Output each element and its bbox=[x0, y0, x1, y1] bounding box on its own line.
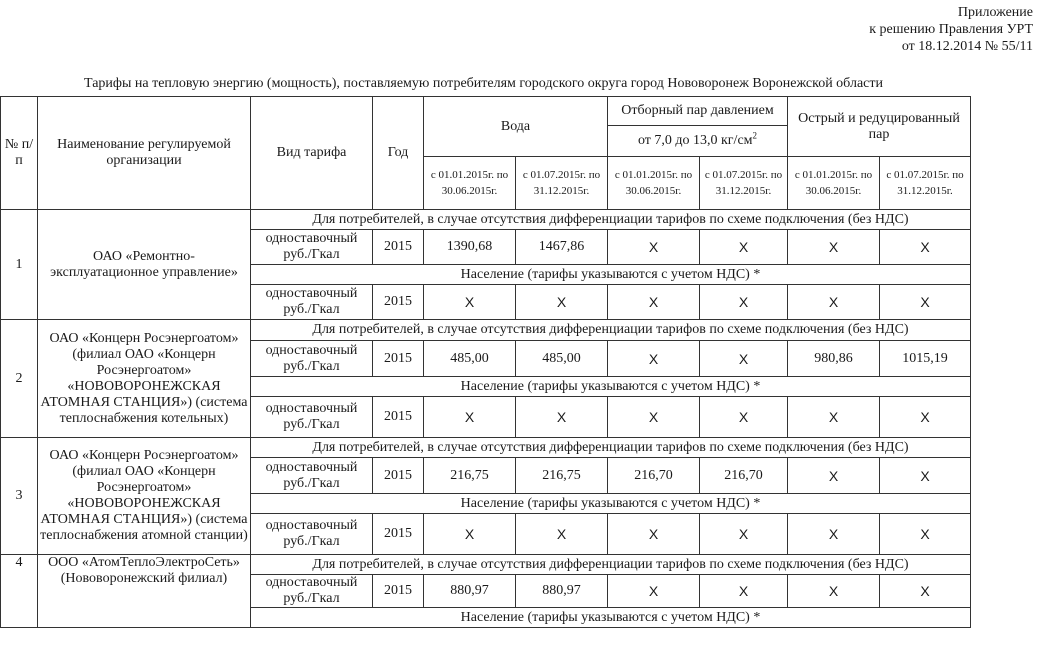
value-cell: 980,86 bbox=[788, 341, 880, 377]
org-name: ООО «АтомТеплоЭлектроСеть» (Нововоронежский филиал) bbox=[38, 555, 251, 628]
header-period-water-2: с 01.07.2015г. по 31.12.2015г. bbox=[516, 157, 608, 210]
value-cell: X bbox=[788, 285, 880, 320]
row-num: 2 bbox=[1, 320, 38, 438]
value-cell: 216,75 bbox=[424, 458, 516, 494]
year: 2015 bbox=[373, 458, 424, 494]
steam-pressure-sup: 2 bbox=[752, 130, 758, 141]
header-num: № п/п bbox=[1, 97, 38, 210]
consumers-label: Для потребителей, в случае отсутствия дифференциации тарифов по схеме подключения (без НДС) bbox=[251, 438, 971, 458]
tariff-type: одноставочный руб./Гкал bbox=[251, 230, 373, 265]
value-cell: 880,97 bbox=[424, 575, 516, 608]
table-row bbox=[1, 210, 971, 230]
tariff-type: одноставочный руб./Гкал bbox=[251, 514, 373, 555]
header-period-sharp-1: с 01.01.2015г. по 30.06.2015г. bbox=[788, 157, 880, 210]
org-name: ОАО «Ремонтно-эксплуатационное управление» bbox=[38, 210, 251, 320]
appendix-line-2: к решению Правления УРТ bbox=[869, 22, 1033, 37]
appendix-line-3: от 18.12.2014 № 55/11 bbox=[901, 39, 1033, 54]
tariff-type: одноставочный руб./Гкал bbox=[251, 341, 373, 377]
value-cell: 216,70 bbox=[700, 458, 788, 494]
value-cell: 1390,68 bbox=[424, 230, 516, 265]
header-year: Год bbox=[373, 97, 424, 210]
year: 2015 bbox=[373, 230, 424, 265]
year: 2015 bbox=[373, 514, 424, 555]
value-cell: X bbox=[516, 514, 608, 555]
value-cell: X bbox=[700, 514, 788, 555]
header-steam-sharp: Острый и редуцированный пар bbox=[788, 97, 971, 157]
header-water: Вода bbox=[424, 97, 608, 157]
consumers-label: Для потребителей, в случае отсутствия дифференциации тарифов по схеме подключения (без НДС) bbox=[251, 320, 971, 341]
population-label: Население (тарифы указываются с учетом НДС) * bbox=[251, 377, 971, 397]
value-cell: 485,00 bbox=[516, 341, 608, 377]
population-label: Население (тарифы указываются с учетом НДС) * bbox=[251, 494, 971, 514]
value-cell: X bbox=[880, 230, 971, 265]
document-title: Тарифы на тепловую энергию (мощность), поставляемую потребителям городского округа город Нововоронеж Воронежской области bbox=[84, 76, 883, 91]
header-steam-selected: Отборный пар давлением bbox=[608, 97, 788, 126]
value-cell: X bbox=[880, 458, 971, 494]
value-cell: 1015,19 bbox=[880, 341, 971, 377]
header-tariff-type: Вид тарифа bbox=[251, 97, 373, 210]
value-cell: X bbox=[608, 397, 700, 438]
table-row bbox=[1, 555, 971, 575]
value-cell: X bbox=[608, 514, 700, 555]
value-cell: X bbox=[700, 230, 788, 265]
value-cell: 216,70 bbox=[608, 458, 700, 494]
value-cell: X bbox=[880, 397, 971, 438]
tariff-table bbox=[0, 96, 971, 628]
value-cell: X bbox=[424, 285, 516, 320]
value-cell: X bbox=[608, 341, 700, 377]
value-cell: X bbox=[880, 514, 971, 555]
header-org: Наименование регулируемой организации bbox=[38, 97, 251, 210]
steam-pressure-text: от 7,0 до 13,0 кг/см bbox=[637, 133, 753, 148]
value-cell: X bbox=[516, 397, 608, 438]
header-period-water-1: с 01.01.2015г. по 30.06.2015г. bbox=[424, 157, 516, 210]
value-cell: X bbox=[788, 458, 880, 494]
header-period-steam-2: с 01.07.2015г. по 31.12.2015г. bbox=[700, 157, 788, 210]
row-num: 3 bbox=[1, 438, 38, 555]
value-cell: X bbox=[880, 575, 971, 608]
population-label: Население (тарифы указываются с учетом НДС) * bbox=[251, 265, 971, 285]
value-cell: X bbox=[516, 285, 608, 320]
value-cell: X bbox=[700, 397, 788, 438]
value-cell: X bbox=[700, 575, 788, 608]
header-steam-pressure bbox=[608, 126, 788, 157]
year: 2015 bbox=[373, 397, 424, 438]
value-cell: X bbox=[700, 341, 788, 377]
value-cell: X bbox=[608, 230, 700, 265]
value-cell: 485,00 bbox=[424, 341, 516, 377]
year: 2015 bbox=[373, 575, 424, 608]
value-cell: 1467,86 bbox=[516, 230, 608, 265]
tariff-type: одноставочный руб./Гкал bbox=[251, 285, 373, 320]
value-cell: 216,75 bbox=[516, 458, 608, 494]
population-label: Население (тарифы указываются с учетом НДС) * bbox=[251, 608, 971, 628]
value-cell: X bbox=[788, 514, 880, 555]
tariff-type: одноставочный руб./Гкал bbox=[251, 458, 373, 494]
year: 2015 bbox=[373, 285, 424, 320]
table-row bbox=[1, 438, 971, 458]
value-cell: X bbox=[700, 285, 788, 320]
value-cell: X bbox=[880, 285, 971, 320]
org-name: ОАО «Концерн Росэнергоатом» (филиал ОАО «Концерн Росэнергоатом» «НОВОВОРОНЕЖСКАЯ АТОМНАЯ СТАНЦИЯ») (система теплоснабжения атомной станции) bbox=[38, 438, 251, 555]
appendix-line-1: Приложение bbox=[957, 5, 1033, 20]
row-num: 1 bbox=[1, 210, 38, 320]
value-cell: X bbox=[788, 230, 880, 265]
appendix-note bbox=[869, 4, 1033, 55]
row-num: 4 bbox=[1, 555, 38, 628]
org-name: ОАО «Концерн Росэнергоатом» (филиал ОАО «Концерн Росэнергоатом» «НОВОВОРОНЕЖСКАЯ АТОМНАЯ СТАНЦИЯ») (система теплоснабжения котельных) bbox=[38, 320, 251, 438]
header-period-sharp-2: с 01.07.2015г. по 31.12.2015г. bbox=[880, 157, 971, 210]
value-cell: X bbox=[788, 397, 880, 438]
value-cell: X bbox=[424, 397, 516, 438]
tariff-type: одноставочный руб./Гкал bbox=[251, 575, 373, 608]
value-cell: X bbox=[608, 285, 700, 320]
value-cell: X bbox=[608, 575, 700, 608]
value-cell: 880,97 bbox=[516, 575, 608, 608]
header-period-steam-1: с 01.01.2015г. по 30.06.2015г. bbox=[608, 157, 700, 210]
consumers-label: Для потребителей, в случае отсутствия дифференциации тарифов по схеме подключения (без НДС) bbox=[251, 555, 971, 575]
consumers-label: Для потребителей, в случае отсутствия дифференциации тарифов по схеме подключения (без НДС) bbox=[251, 210, 971, 230]
value-cell: X bbox=[424, 514, 516, 555]
value-cell: X bbox=[788, 575, 880, 608]
table-row bbox=[1, 320, 971, 341]
year: 2015 bbox=[373, 341, 424, 377]
tariff-type: одноставочный руб./Гкал bbox=[251, 397, 373, 438]
